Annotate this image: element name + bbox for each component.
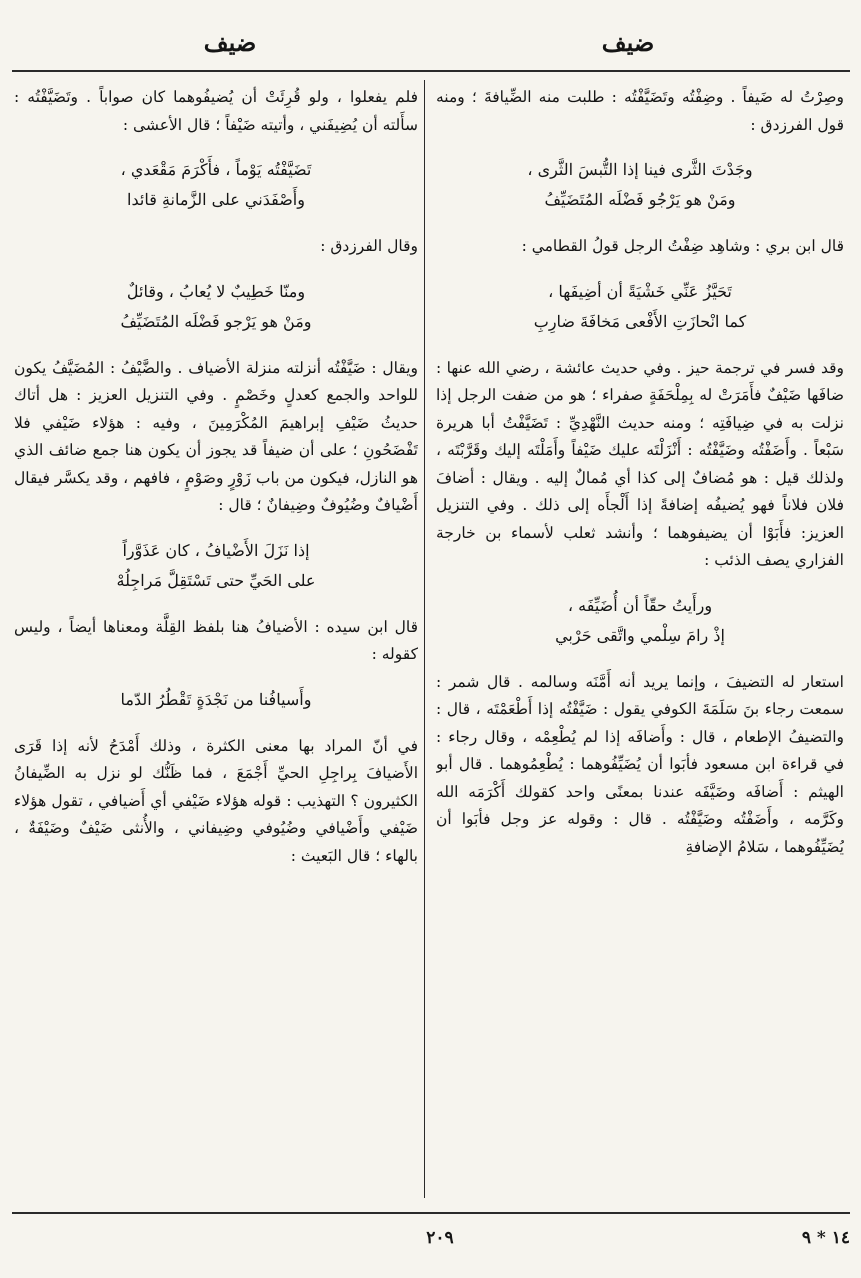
verse-hemistich: على الحَيِّ حتى تَسْتَقِلَّ مَراجِلُهْ xyxy=(116,570,316,590)
verse xyxy=(436,155,844,215)
verse xyxy=(14,155,418,215)
running-header-left: ضيف xyxy=(203,28,257,57)
verse-hemistich: تَحَيَّزُ عَنِّي خَشْيَةً أن أضِيفَها ، xyxy=(548,281,732,301)
volume-mark: ١٤ * ٩ xyxy=(801,1228,850,1248)
paragraph: ويقال : ضَيَّفْتُه أنزلته منزلة الأضياف . والضَّيْفُ : المُضَيَّفُ يكون للواحد والجمع كعدلٍ وخَصْمٍ . وفي التنزيل العزيز : هل أتاك حديثُ ضَيْفِ إبراهيمَ المُكْرَمِينَ ، وفيه : هؤلاء ضَيْفي فلا تَفْضَحُونِ ؛ على أن ضيفاً قد يجوز أن يكون هنا جمع ضائف الذي هو النازل، فيكون من باب زَوْرٍ وصَوْمٍ ، فافهم ، وقد يكسَّر فيقال أَضْيافٌ وضُيُوفٌ وضِيفانٌ ؛ قال : xyxy=(14,358,418,514)
verse xyxy=(436,591,844,651)
verse-hemistich: ومَنْ هو يَرْجو فَضْلَه المُتَضَيِّفُ xyxy=(120,311,312,331)
paragraph: في أنّ المراد بها معنى الكثرة ، وذلك أَمْدَحُ لأنه إذا قَرَى الأَضيافَ بِراجِلِ الحيِّ أَجْمَعَ ، فما ظَنُّك لو نزل به الضِّيفانُ الكثيرون ؟ التهذيب : قوله هؤلاء ضَيْفي أي أَضيافي ، تقول هؤلاء ضَيْفي وأَضْيافي وضُيُوفي وضِيفاني ، والأُنثى ضَيْفٌ وضَيْفَةٌ ، بالهاء ؛ قال البَعيث : xyxy=(14,736,418,865)
verse xyxy=(14,536,418,596)
verse-hemistich: ورأَيتُ حقّاً أن أُضَيِّفَه ، xyxy=(567,595,713,615)
left-column xyxy=(14,84,418,1199)
page-number: ٢٠٩ xyxy=(426,1228,454,1248)
column-divider xyxy=(424,80,425,1198)
header-rule xyxy=(12,70,850,72)
verse-hemistich: وجَدْتَ الثَّرى فينا إذا التُّبسَ الثَّرى ، xyxy=(527,160,753,179)
footer-rule xyxy=(12,1212,850,1214)
verse-hemistich: إذْ رامَ سِلْمي واتَّقى حَرْبي xyxy=(555,625,725,645)
running-header-right: ضيف xyxy=(601,28,655,57)
verse-hemistich: كما انْحازَتِ الأَفْعى مَخافَةَ ضارِبِ xyxy=(533,311,747,331)
verse-hemistich: إذا نَزَلَ الأَضْيافُ ، كان عَذَوَّراً xyxy=(122,540,310,560)
verse xyxy=(436,277,844,337)
right-column xyxy=(436,84,844,1199)
verse xyxy=(14,685,418,715)
verse-hemistich: ومَنْ هو يَرْجُو فَضْلَه المُتَضَيِّفُ xyxy=(544,190,736,209)
paragraph: قال ابن بري : وشاهِد ضِفْتُ الرجل قولُ القطامي : xyxy=(521,237,844,255)
paragraph: وقد فسر في ترجمة حيز . وفي حديث عائشة ، رضي الله عنها : ضافَها ضَيْفٌ فأَمَرَتْ له بِمِلْحَفَةٍ صفراء ؛ هو من ضفت الرجل إذا نزلت به في ضِيافَتِه ؛ ومنه حديث النَّهْدِيِّ : تَضَيَّفْتُ أبا هريرة سَبْعاً . وأَضَفْتُه وضَيَّفْتُه : أَنْزَلْتَه عليك ضَيْفاً وأَمَلْتَه إليك وقَرَّبْتَه ، ولذلك قيل : هو مُضافٌ إلى كذا أي مُمالٌ إليه . ويقال : أضافَ فلان فلاناً فهو يُضيفُه إضافةً إذا أَلْجأَه إلى ذلك . وفي التنزيل العزيز: فأَبَوْا أن يضيفوهما ؛ وأنشد ثعلب لأسماء بن خارجة الفزاري يصف الذئب : xyxy=(436,358,844,569)
verse-hemistich: ومنّا خَطِيبٌ لا يُعابُ ، وقائلٌ xyxy=(126,281,306,301)
verse-hemistich: وأَصْفَدَني على الزَّمانةِ قائدا xyxy=(127,190,305,209)
paragraph: وصِرْتُ له ضَيفاً . وضِفْتُه وتَضَيَّفْتُه : طلبت منه الضِّيافةَ ؛ ومنه قول الفرزدق : xyxy=(436,88,844,134)
paragraph: قال ابن سيده : الأضيافُ هنا بلفظ القِلَّة ومعناها أيضاً ، وليس كقوله : xyxy=(14,617,418,663)
paragraph: وقال الفرزدق : xyxy=(320,237,418,255)
verse xyxy=(14,277,418,337)
paragraph: فلم يفعلوا ، ولو قُرِئَتْ أن يُضيفُوهما كان صواباً . وتَضَيَّفْتُه : سأَلته أن يُضِيفَني ، وأتيته ضَيْفاً ؛ قال الأعشى : xyxy=(14,88,418,134)
paragraph: استعار له التضيفَ ، وإنما يريد أنه أَمَّنَه وسالمه . قال شمر : سمعت رجاء بنَ سَلَمَةَ الكوفي يقول : ضَيَّفْتُه إذا أَطْعَمْتَه ، قال : والتضيفُ الإطعام ، قال : وأَضافَه إذا لم يُطْعِمْه ، وقال رجاء : في قراءة ابن مسعود فأبَوا أن يُضَيِّفُوهما : يُطْعِمُوهما . قال أبو الهيثم : أَضافَه وضَيَّفَه عندنا بمعنًى واحد كقولك أَكْرَمَه الله وكَرَّمه ، وأَضَفْتُه وضَيَّفْتُه . قال : وقوله عز وجل فأبَوا أن يُضَيِّفُوهما ، سَلامُ الإضافةِ xyxy=(436,672,844,856)
verse-hemistich: وأَسيافُنا من نَجْدَةٍ تَقْطُرُ الدّما xyxy=(120,689,312,709)
verse-hemistich: تَضَيَّفْتُه يَوْماً ، فأَكْرَمَ مَقْعَدي ، xyxy=(120,160,312,179)
